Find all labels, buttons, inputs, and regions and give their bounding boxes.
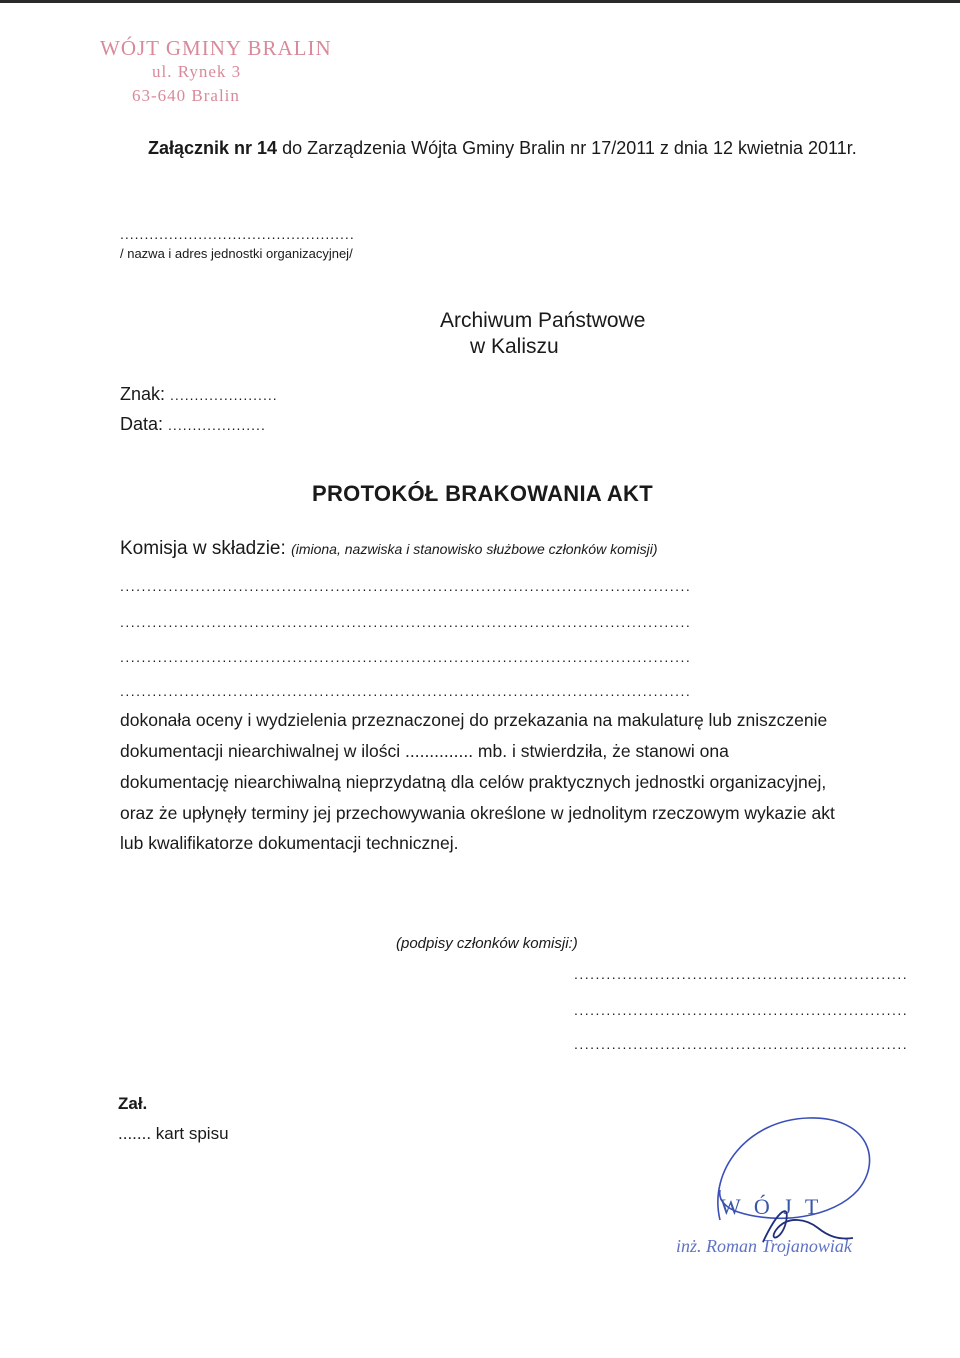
body-line: lub kwalifikatorze dokumentacji technicznej. — [120, 833, 459, 853]
annex-reference: do Zarządzenia Wójta Gminy Bralin nr 17/2011 z dnia 12 kwietnia 2011r. — [277, 138, 857, 158]
member-line: .......................................................................................................... — [120, 683, 692, 699]
committee-line — [120, 538, 658, 560]
date-row — [120, 414, 266, 435]
signatures-caption: (podpisy członków komisji:) — [396, 935, 578, 952]
date-label: Data: — [120, 414, 164, 434]
signature-line: .............................................................. — [574, 1002, 909, 1018]
annex-heading — [148, 138, 857, 159]
seal-name: inż. Roman Trojanowiak — [676, 1236, 852, 1256]
attachments-label: Zał. — [118, 1094, 148, 1113]
signature-line: .............................................................. — [574, 1036, 909, 1052]
body-line: dokumentacji niearchiwalnej w ilości .............. mb. i stwierdziła, że stanowi ona — [120, 741, 729, 761]
signature-line: .............................................................. — [574, 966, 909, 982]
addressee — [440, 308, 645, 360]
document-title: PROTOKÓŁ BRAKOWANIA AKT — [312, 481, 653, 506]
sign-label: Znak: — [120, 384, 166, 404]
office-stamp — [100, 36, 332, 108]
member-line: .......................................................................................................... — [120, 649, 692, 665]
stamp-line-city: 63-640 Bralin — [132, 86, 240, 105]
annex-number: Załącznik nr 14 — [148, 138, 278, 158]
body-line: oraz że upłynęły terminy jej przechowywania określone w jednolitym rzeczowym wykazie akt — [120, 803, 835, 823]
sign-row — [120, 384, 278, 405]
unit-name-field: ................................................ — [120, 226, 355, 242]
signature-seal — [668, 1110, 888, 1270]
committee-note: (imiona, nazwiska i stanowisko służbowe członków komisji) — [291, 541, 658, 557]
body-line: dokonała oceny i wydzielenia przeznaczonej do przekazania na makulaturę lub zniszczenie — [120, 710, 828, 730]
stamp-line-street: ul. Rynek 3 — [152, 62, 242, 81]
member-line: .......................................................................................................... — [120, 614, 692, 630]
member-line: .......................................................................................................... — [120, 578, 692, 594]
committee-label: Komisja w składzie: — [120, 538, 286, 559]
addressee-line-2: w Kaliszu — [470, 335, 559, 358]
unit-name-caption: / nazwa i adres jednostki organizacyjnej/ — [120, 246, 353, 261]
sign-field: ...................... — [170, 387, 278, 403]
stamp-line-office: WÓJT GMINY BRALIN — [100, 36, 332, 60]
top-border — [0, 0, 960, 3]
seal-title: W Ó J T — [720, 1194, 823, 1219]
addressee-line-1: Archiwum Państwowe — [440, 309, 646, 332]
attachments-item: ....... kart spisu — [118, 1124, 229, 1143]
date-field: .................... — [168, 417, 266, 433]
body-line: dokumentację niearchiwalną nieprzydatną dla celów praktycznych jednostki organizacyjnej, — [120, 772, 827, 792]
